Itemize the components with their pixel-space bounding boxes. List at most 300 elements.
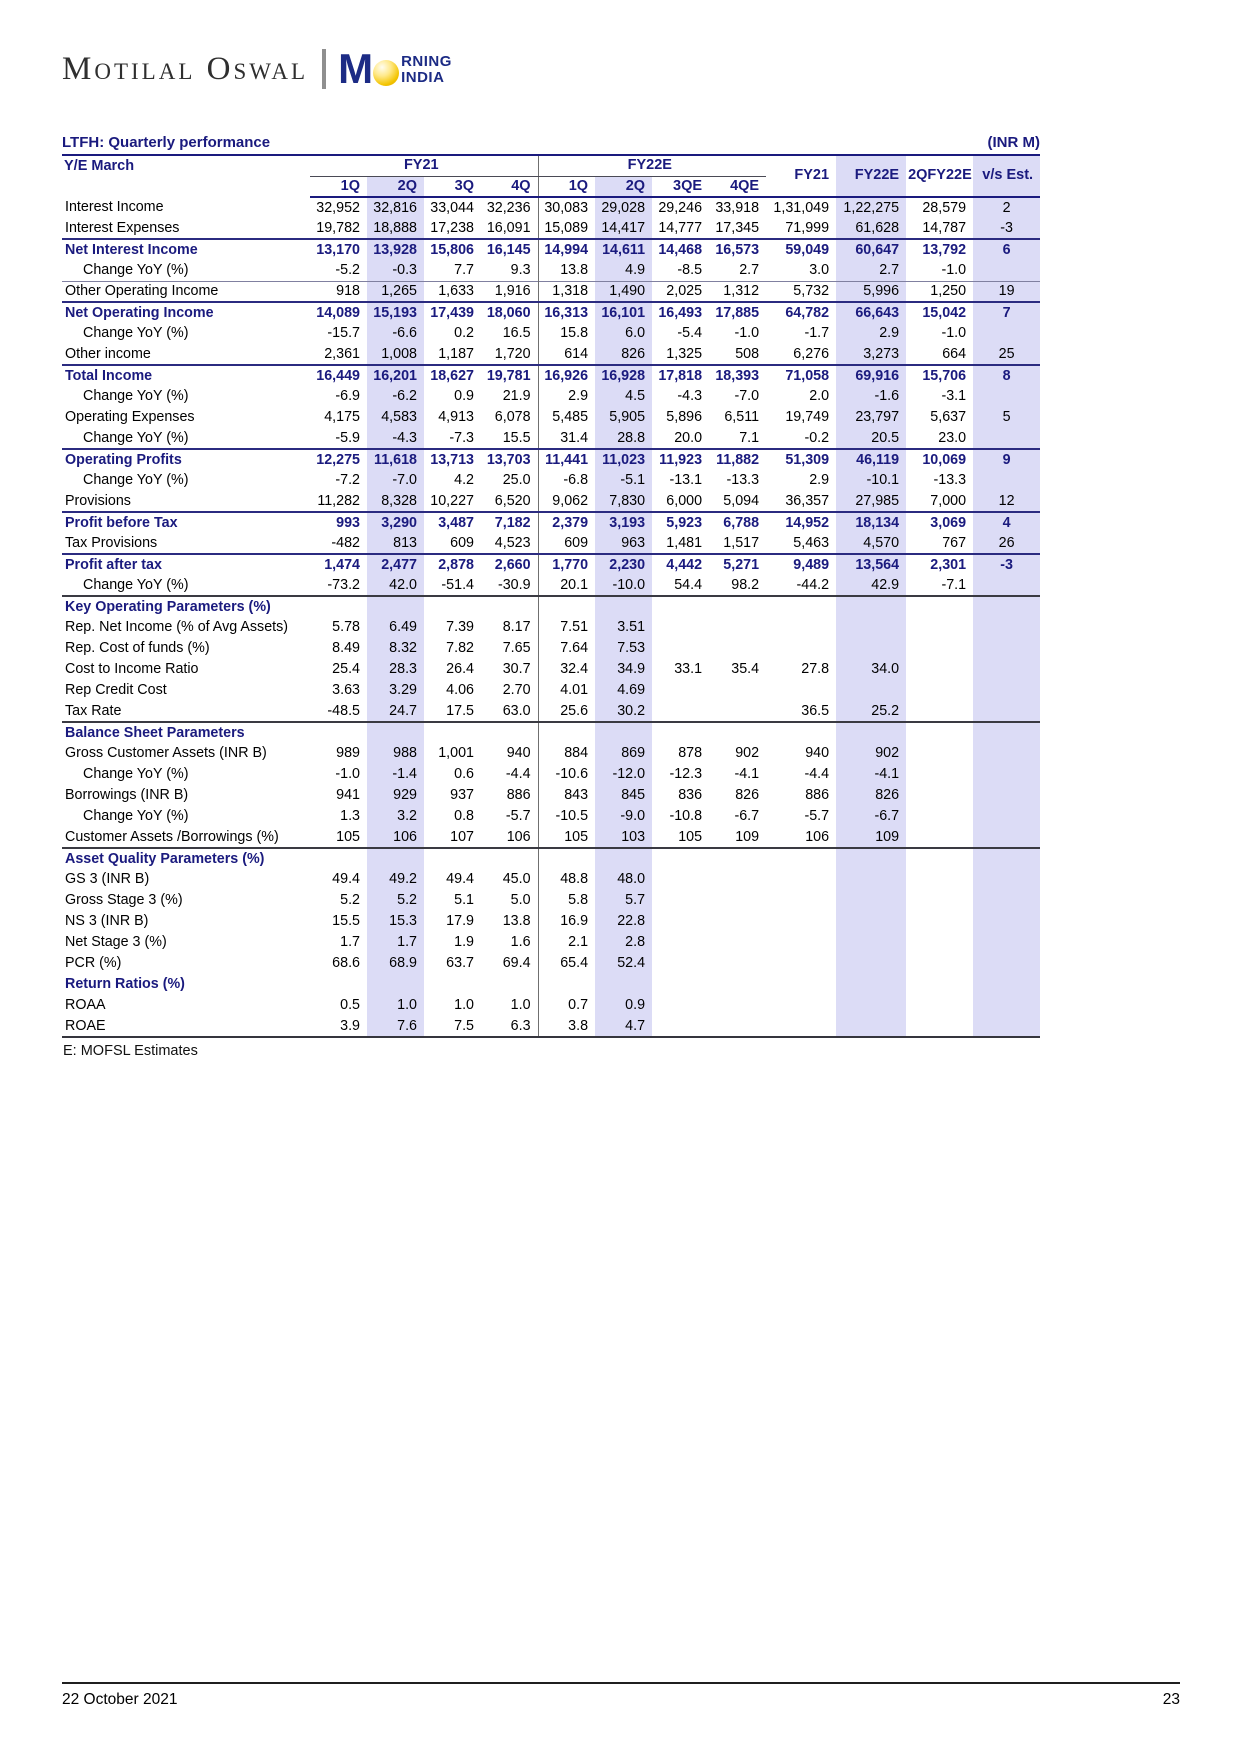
cell [973,680,1040,701]
cell: 5,094 [723,492,760,509]
cell: 17,439 [424,302,481,323]
cell: 11,023 [595,449,652,470]
cell [538,848,595,869]
row-label: Net Stage 3 (%) [65,934,167,950]
cell: 1.9 [454,934,474,950]
cell: 7.1 [739,429,760,446]
cell [906,680,973,701]
cell: 2.7 [836,260,906,281]
cell: 2,230 [595,554,652,575]
cell: 15.5 [332,913,360,929]
table-row [62,533,1040,554]
row-label: Change YoY (%) [83,429,189,446]
quarter-header: 2Q [595,176,652,197]
row-label: Change YoY (%) [83,808,189,824]
cell: 2.9 [538,386,595,407]
quarter-header: 4QE [709,176,766,197]
cell [709,932,766,953]
cell [652,617,709,638]
cell [836,722,906,743]
cell: 31.4 [538,428,595,449]
cell: 33,044 [430,199,474,216]
cell: 29,028 [595,197,652,218]
cell: 15,089 [538,218,595,239]
row-label: Balance Sheet Parameters [62,722,310,743]
cell: 8.32 [367,638,424,659]
cell: -5.1 [595,470,652,491]
row-label: Net Operating Income [62,302,310,323]
cell [481,722,538,743]
sun-icon [373,60,399,86]
row-label: Tax Rate [65,702,122,719]
table-row [62,869,1040,890]
cell: 6 [973,239,1040,260]
cell: 26 [973,533,1040,554]
cell: 963 [595,533,652,554]
cell [836,911,906,932]
cell: 17,345 [715,219,760,236]
cell: -4.3 [677,388,703,404]
cell: 2.9 [836,323,906,344]
cell: 3.2 [367,806,424,827]
cell: 18,134 [836,512,906,533]
cell [906,701,973,722]
cell: 32,952 [316,199,360,216]
cell: 826 [836,785,906,806]
annual-header-vs-est: v/s Est. [973,155,1040,197]
cell: 1,312 [709,281,766,302]
table-row [62,260,1040,281]
cell: 4,175 [324,409,360,425]
cell [906,974,973,995]
cell: 4.5 [595,386,652,407]
cell [709,974,766,995]
cell: 17.5 [446,702,474,719]
header-logo [62,45,452,92]
table-row [62,239,1040,260]
cell: -7.0 [367,470,424,491]
cell [538,596,595,617]
cell [766,722,836,743]
table-row [62,470,1040,491]
cell: 3,273 [836,344,906,365]
cell: 836 [678,787,703,803]
table-row [62,659,1040,680]
cell: 1,250 [906,281,973,302]
cell [652,722,709,743]
cell: -1.0 [335,766,360,782]
group-header-fy22e: FY22E [538,155,766,176]
table-row [62,554,1040,575]
row-label: Key Operating Parameters (%) [62,596,310,617]
cell [766,974,836,995]
cell [973,890,1040,911]
cell: 63.0 [502,702,531,719]
cell: -7.2 [335,472,360,488]
cell: 6,520 [494,492,531,509]
cell [709,617,766,638]
cell: 13,792 [906,239,973,260]
cell: 36.5 [801,702,830,719]
cell: 5,896 [666,409,703,425]
unit-label: (INR M) [987,134,1040,151]
cell [709,911,766,932]
cell: 25.6 [538,701,595,722]
cell: 21.9 [502,388,531,404]
cell: 51,309 [766,449,836,470]
cell: 16,573 [709,239,766,260]
cell: 17.9 [446,913,474,929]
table-row [62,806,1040,827]
cell: 15.5 [502,429,531,446]
table-row [62,1016,1040,1037]
cell: 109 [735,828,760,845]
cell [836,848,906,869]
row-label: Interest Income [65,199,164,215]
cell: -1.0 [734,325,760,341]
row-label: ROAA [65,997,106,1013]
cell [538,974,595,995]
cell: 1.7 [340,934,360,950]
cell: 1,490 [595,281,652,302]
cell: 105 [538,827,595,848]
cell [709,995,766,1016]
cell: 12 [973,491,1040,512]
cell: 5,271 [709,554,766,575]
cell [766,995,836,1016]
cell [367,974,424,995]
table-row [62,197,1040,218]
cell: 16,201 [367,365,424,386]
cell: 10,227 [430,492,474,509]
cell [652,953,709,974]
row-label: Change YoY (%) [83,576,189,593]
cell: 19,782 [316,219,360,236]
table-row [62,785,1040,806]
cell: 2,361 [324,345,360,362]
cell: -10.8 [669,808,703,824]
cell: 48.0 [595,869,652,890]
cell: 664 [942,345,967,362]
cell [836,869,906,890]
cell: 929 [367,785,424,806]
cell [906,848,973,869]
row-label: Change YoY (%) [83,766,189,782]
cell: 5,905 [595,407,652,428]
cell: 48.8 [538,869,595,890]
cell [367,722,424,743]
cell: 13,928 [367,239,424,260]
cell [973,638,1040,659]
table-row [62,281,1040,302]
morning-india-bottom: INDIA [401,69,445,86]
row-label: Borrowings (INR B) [65,787,189,803]
cell: 1.6 [510,934,531,950]
cell: -10.0 [595,575,652,596]
cell [595,848,652,869]
cell: 18,627 [424,365,481,386]
table-row [62,407,1040,428]
cell [973,785,1040,806]
cell: -7.1 [941,576,967,593]
cell: 8 [973,365,1040,386]
cell: 813 [367,533,424,554]
cell: 7.6 [367,1016,424,1037]
cell: 105 [678,828,703,845]
cell: 1,001 [438,745,474,761]
cell: 30,083 [538,197,595,218]
cell: 8.17 [502,619,531,635]
cell: 886 [805,787,830,803]
cell: 6.49 [367,617,424,638]
cell: 20.0 [674,429,703,446]
table-row [62,365,1040,386]
cell [906,659,973,680]
cell: 2.7 [739,261,760,278]
cell [766,848,836,869]
cell: 6,078 [494,409,531,425]
cell: 16,101 [595,302,652,323]
cell [481,974,538,995]
cell [766,617,836,638]
cell: 2,878 [424,554,481,575]
cell: 34.0 [836,659,906,680]
quarter-header: 1Q [310,176,367,197]
cell: 30.2 [595,701,652,722]
cell: 17,818 [652,365,709,386]
table-row [62,302,1040,323]
cell [906,806,973,827]
cell [595,722,652,743]
cell: -0.3 [367,260,424,281]
cell [709,638,766,659]
cell: -10.1 [836,470,906,491]
quarter-header: 2Q [367,176,424,197]
cell: 107 [450,828,474,845]
cell: 826 [595,344,652,365]
row-label: NS 3 (INR B) [65,913,149,929]
quarter-header: 4Q [481,176,538,197]
cell: 3.9 [340,1017,360,1034]
cell: 36,357 [785,492,830,509]
row-label: Total Income [62,365,310,386]
cell: 1.0 [367,995,424,1016]
cell: 13.8 [502,913,531,929]
row-label: Provisions [65,492,131,509]
cell: 7,000 [930,492,967,509]
cell [973,701,1040,722]
table-row [62,449,1040,470]
cell: 34.9 [595,659,652,680]
cell: 16.9 [538,911,595,932]
cell: 0.2 [454,325,474,341]
cell: 0.5 [340,997,360,1013]
cell: 3,487 [424,512,481,533]
cell: 16.5 [502,325,531,341]
cell: 16,449 [310,365,367,386]
cell: 30.7 [502,661,531,677]
cell [652,911,709,932]
cell: -12.0 [595,764,652,785]
table-row [62,701,1040,722]
cell: 989 [336,745,360,761]
cell [652,869,709,890]
cell: 69,916 [836,365,906,386]
cell: -4.4 [505,766,531,782]
cell: 13,564 [836,554,906,575]
cell: 902 [836,743,906,764]
cell: 14,468 [652,239,709,260]
cell: 614 [538,344,595,365]
cell: 23.0 [938,429,967,446]
cell [973,260,1040,281]
cell: -8.5 [677,261,703,278]
cell: 14,089 [310,302,367,323]
cell [709,680,766,701]
cell: -5.7 [804,808,830,824]
cell: 886 [506,787,531,803]
row-label: Net Interest Income [62,239,310,260]
cell: 3.0 [809,261,830,278]
cell: 918 [310,281,367,302]
cell: -6.9 [335,388,360,404]
cell [973,722,1040,743]
cell: 0.7 [538,995,595,1016]
cell: 988 [367,743,424,764]
cell: 3.8 [538,1016,595,1037]
cell: 9,062 [538,491,595,512]
cell: 3.51 [595,617,652,638]
cell: 843 [538,785,595,806]
cell: 18,060 [481,302,538,323]
cell [906,638,973,659]
cell [906,722,973,743]
table-row [62,617,1040,638]
cell: 60,647 [836,239,906,260]
cell: 3,290 [367,512,424,533]
cell: 69.4 [502,955,531,971]
cell: 5.2 [340,892,360,908]
table-row [62,953,1040,974]
quarter-header: 3Q [424,176,481,197]
cell: 7.51 [538,617,595,638]
row-label: Asset Quality Parameters (%) [62,848,310,869]
cell: 68.6 [332,955,360,971]
cell: 4,583 [367,407,424,428]
page-number: 23 [1162,1691,1180,1708]
cell [766,932,836,953]
table-row [62,344,1040,365]
cell: 609 [538,533,595,554]
cell: 2,477 [367,554,424,575]
cell [424,974,481,995]
cell: 14,417 [595,218,652,239]
cell [652,932,709,953]
cell: 5.2 [367,890,424,911]
cell [538,722,595,743]
cell: -5.7 [505,808,531,824]
cell [424,722,481,743]
table-row [62,491,1040,512]
cell [836,617,906,638]
quarter-header: 1Q [538,176,595,197]
cell: 9 [973,449,1040,470]
row-label: Rep. Net Income (% of Avg Assets) [65,619,289,635]
cell: 4.7 [595,1016,652,1037]
cell: 826 [735,787,760,803]
cell: 25.2 [836,701,906,722]
cell: 0.9 [454,388,474,404]
table-title: LTFH: Quarterly performance [62,134,271,151]
table-row [62,890,1040,911]
cell: -1.6 [836,386,906,407]
group-header-fy21: FY21 [310,155,538,176]
cell: 1,318 [538,281,595,302]
cell [652,995,709,1016]
table-header [62,155,1040,197]
cell: 16,928 [595,365,652,386]
cell: 13,713 [424,449,481,470]
cell [906,596,973,617]
cell: 71,058 [766,365,836,386]
cell: -4.1 [836,764,906,785]
cell: -30.9 [497,576,531,593]
cell [973,953,1040,974]
cell: -51.4 [441,576,474,593]
cell: 7.5 [454,1017,474,1034]
cell: 14,787 [922,219,967,236]
section-header-row [62,974,1040,995]
row-label: Tax Provisions [65,534,158,551]
cell: 71,999 [785,219,830,236]
cell: 49.2 [367,869,424,890]
cell: -6.7 [734,808,760,824]
cell: 11,441 [538,449,595,470]
cell [766,890,836,911]
cell: -48.5 [327,702,360,719]
cell [836,974,906,995]
logo-divider [322,49,326,89]
cell: 5.78 [332,619,360,635]
row-label: Change YoY (%) [83,472,189,488]
cell: 15,193 [367,302,424,323]
cell [973,806,1040,827]
row-label: ROAE [65,1017,106,1034]
table-row [62,764,1040,785]
cell: 11,882 [709,449,766,470]
table-row [62,428,1040,449]
cell [973,1016,1040,1037]
cell: 32.4 [538,659,595,680]
cell: 9.3 [510,261,531,278]
table-row [62,932,1040,953]
cell [973,764,1040,785]
cell: 4,913 [438,409,474,425]
cell: 845 [595,785,652,806]
cell: 106 [367,827,424,848]
cell: -13.3 [933,472,967,488]
cell: 22.8 [595,911,652,932]
cell: 11,282 [317,492,360,509]
cell: 109 [836,827,906,848]
cell: 6.3 [510,1017,531,1034]
cell: 14,994 [538,239,595,260]
row-label: Change YoY (%) [83,388,189,404]
cell: 18,393 [709,365,766,386]
cell: 49.4 [332,871,360,887]
cell: 17,238 [430,219,474,236]
cell: 98.2 [731,576,760,593]
